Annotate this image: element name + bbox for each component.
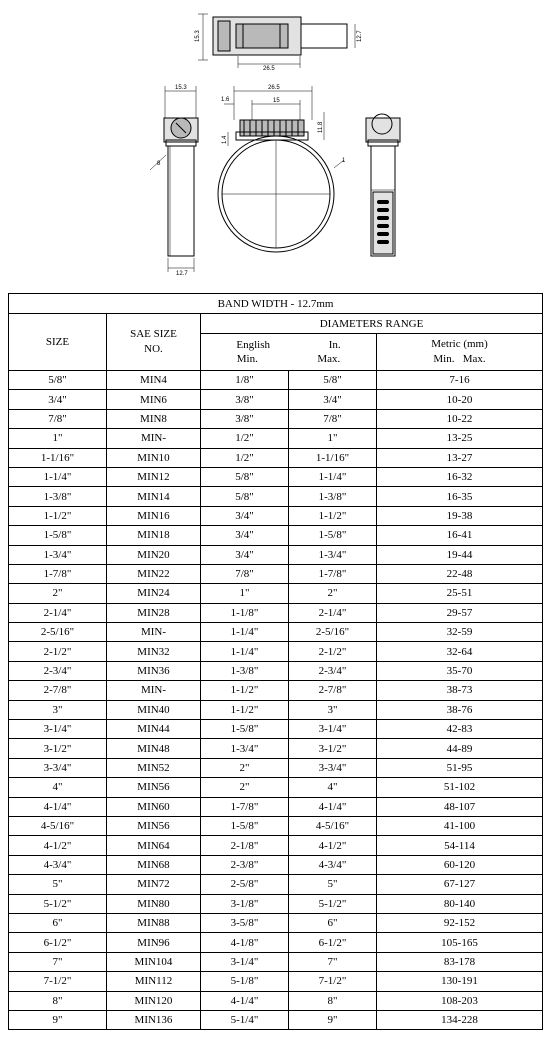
cell-sae: MIN16 <box>107 506 201 525</box>
cell-size: 1-3/4" <box>9 545 107 564</box>
cell-english-min: 2" <box>201 758 289 777</box>
cell-metric: 13-25 <box>377 429 543 448</box>
top-view <box>195 14 363 72</box>
table-row <box>9 603 543 622</box>
cell-english-max: 2-1/4" <box>289 603 377 622</box>
header-metric-minmax <box>377 352 542 367</box>
cell-sae: MIN22 <box>107 564 201 583</box>
cell-metric: 25-51 <box>377 584 543 603</box>
top-height-label: 15.3 <box>195 30 201 42</box>
header-english-label: English <box>236 339 270 351</box>
table-row <box>9 681 543 700</box>
cell-size: 6" <box>9 913 107 932</box>
table-row <box>9 448 543 467</box>
cell-size: 3/4" <box>9 390 107 409</box>
cell-size: 2-1/2" <box>9 642 107 661</box>
table-row <box>9 739 543 758</box>
cell-english-min: 3-1/8" <box>201 894 289 913</box>
table-row <box>9 778 543 797</box>
cell-metric: 44-89 <box>377 739 543 758</box>
table-row <box>9 409 543 428</box>
cell-size: 3-1/4" <box>9 720 107 739</box>
cell-english-max: 6-1/2" <box>289 933 377 952</box>
table-row <box>9 720 543 739</box>
cell-english-max: 1-3/8" <box>289 487 377 506</box>
cell-metric: 32-59 <box>377 623 543 642</box>
cell-metric: 54-114 <box>377 836 543 855</box>
cell-english-max: 3-3/4" <box>289 758 377 777</box>
cell-metric: 60-120 <box>377 855 543 874</box>
cell-sae: MIN32 <box>107 642 201 661</box>
cell-size: 1-5/8" <box>9 526 107 545</box>
front-overall-label: 26.5 <box>268 85 280 91</box>
cell-english-min: 3/4" <box>201 545 289 564</box>
cell-english-max: 4" <box>289 778 377 797</box>
header-row-1 <box>9 314 543 334</box>
header-metric-min: Min. <box>433 353 455 365</box>
table-row <box>9 991 543 1010</box>
cell-metric: 7-16 <box>377 371 543 390</box>
cell-english-min: 1/2" <box>201 448 289 467</box>
cell-english-max: 4-5/16" <box>289 816 377 835</box>
cell-sae: MIN68 <box>107 855 201 874</box>
cell-english-max: 4-3/4" <box>289 855 377 874</box>
technical-drawings <box>0 0 550 290</box>
table-row <box>9 526 543 545</box>
cell-english-max: 1-5/8" <box>289 526 377 545</box>
cell-metric: 108-203 <box>377 991 543 1010</box>
cell-english-max: 1-1/4" <box>289 467 377 486</box>
cell-metric: 80-140 <box>377 894 543 913</box>
cell-metric: 16-41 <box>377 526 543 545</box>
cell-english-max: 1" <box>289 429 377 448</box>
cell-english-max: 8" <box>289 991 377 1010</box>
cell-sae: MIN104 <box>107 952 201 971</box>
cell-english-min: 1/8" <box>201 371 289 390</box>
cell-english-min: 2-1/8" <box>201 836 289 855</box>
cell-size: 3-1/2" <box>9 739 107 758</box>
cell-size: 2" <box>9 584 107 603</box>
cell-size: 3-3/4" <box>9 758 107 777</box>
header-size: SIZE <box>9 314 107 371</box>
table-row <box>9 894 543 913</box>
header-english-bottom <box>201 352 376 366</box>
cell-english-max: 7-1/2" <box>289 972 377 991</box>
cell-metric: 51-102 <box>377 778 543 797</box>
cell-sae: MIN- <box>107 681 201 700</box>
cell-english-max: 1-7/8" <box>289 564 377 583</box>
cell-english-min: 3/4" <box>201 526 289 545</box>
cell-sae: MIN10 <box>107 448 201 467</box>
size-table <box>8 293 543 1030</box>
cell-english-min: 4-1/4" <box>201 991 289 1010</box>
cell-metric: 13-27 <box>377 448 543 467</box>
cell-metric: 83-178 <box>377 952 543 971</box>
cell-english-min: 1-1/2" <box>201 681 289 700</box>
cell-metric: 29-57 <box>377 603 543 622</box>
cell-sae: MIN8 <box>107 409 201 428</box>
cell-metric: 105-165 <box>377 933 543 952</box>
cell-size: 2-5/16" <box>9 623 107 642</box>
table-row <box>9 506 543 525</box>
cell-english-min: 3/8" <box>201 390 289 409</box>
cell-size: 4-1/4" <box>9 797 107 816</box>
header-in-label: In. <box>328 339 341 351</box>
cell-size: 7" <box>9 952 107 971</box>
cell-metric: 38-73 <box>377 681 543 700</box>
cell-sae: MIN48 <box>107 739 201 758</box>
table-row <box>9 836 543 855</box>
cell-size: 1-3/8" <box>9 487 107 506</box>
header-sae-line1: SAE SIZE <box>130 328 177 340</box>
table-row <box>9 972 543 991</box>
cell-english-min: 1-3/8" <box>201 661 289 680</box>
side-band-label: 12.7 <box>176 271 188 277</box>
cell-metric: 67-127 <box>377 875 543 894</box>
cell-english-min: 1-5/8" <box>201 720 289 739</box>
table-row <box>9 913 543 932</box>
cell-metric: 10-20 <box>377 390 543 409</box>
table-row <box>9 429 543 448</box>
cell-size: 4-3/4" <box>9 855 107 874</box>
cell-english-min: 3/4" <box>201 506 289 525</box>
table-row <box>9 390 543 409</box>
cell-english-min: 1-5/8" <box>201 816 289 835</box>
cell-english-max: 7" <box>289 952 377 971</box>
front-small-label: 1.4 <box>222 135 228 144</box>
table-row <box>9 545 543 564</box>
cell-metric: 32-64 <box>377 642 543 661</box>
cell-english-max: 3-1/2" <box>289 739 377 758</box>
cell-size: 4-5/16" <box>9 816 107 835</box>
cell-sae: MIN136 <box>107 1010 201 1029</box>
cell-sae: MIN52 <box>107 758 201 777</box>
header-min-label: Min. <box>236 353 258 365</box>
cell-sae: MIN18 <box>107 526 201 545</box>
front-thickness-label: 1 <box>342 158 346 164</box>
cell-english-min: 5/8" <box>201 467 289 486</box>
cell-sae: MIN60 <box>107 797 201 816</box>
cell-size: 1-1/16" <box>9 448 107 467</box>
cell-english-min: 5-1/4" <box>201 1010 289 1029</box>
table-row <box>9 487 543 506</box>
cell-english-min: 3/8" <box>201 409 289 428</box>
table-row <box>9 642 543 661</box>
cell-sae: MIN12 <box>107 467 201 486</box>
cell-metric: 22-48 <box>377 564 543 583</box>
table-row <box>9 623 543 642</box>
cell-sae: MIN- <box>107 623 201 642</box>
cell-english-min: 1-1/4" <box>201 642 289 661</box>
cell-size: 1-7/8" <box>9 564 107 583</box>
cell-metric: 16-32 <box>377 467 543 486</box>
cell-english-max: 3-1/4" <box>289 720 377 739</box>
cell-size: 2-7/8" <box>9 681 107 700</box>
cell-english-min: 1/2" <box>201 429 289 448</box>
front-screw-label: 15 <box>273 98 280 104</box>
cell-size: 8" <box>9 991 107 1010</box>
header-metric <box>377 334 543 371</box>
table-row <box>9 661 543 680</box>
cell-sae: MIN72 <box>107 875 201 894</box>
cell-size: 1-1/4" <box>9 467 107 486</box>
cell-english-min: 1-1/2" <box>201 700 289 719</box>
cell-sae: MIN56 <box>107 778 201 797</box>
cell-metric: 16-35 <box>377 487 543 506</box>
cell-english-max: 4-1/4" <box>289 797 377 816</box>
cell-sae: MIN6 <box>107 390 201 409</box>
right-side-view <box>366 114 400 256</box>
table-row <box>9 797 543 816</box>
table-row <box>9 952 543 971</box>
cell-sae: MIN80 <box>107 894 201 913</box>
cell-sae: MIN112 <box>107 972 201 991</box>
side-angle-label: 8 <box>157 161 161 167</box>
cell-english-max: 4-1/2" <box>289 836 377 855</box>
table-row <box>9 933 543 952</box>
cell-english-max: 3/4" <box>289 390 377 409</box>
cell-metric: 48-107 <box>377 797 543 816</box>
top-length-label: 26.5 <box>263 66 275 72</box>
header-diameters-range: DIAMETERS RANGE <box>201 314 543 334</box>
table-title: BAND WIDTH - 12.7mm <box>9 294 543 314</box>
cell-sae: MIN40 <box>107 700 201 719</box>
cell-english-max: 2-3/4" <box>289 661 377 680</box>
cell-sae: MIN36 <box>107 661 201 680</box>
cell-english-min: 2-3/8" <box>201 855 289 874</box>
cell-size: 5" <box>9 875 107 894</box>
cell-size: 6-1/2" <box>9 933 107 952</box>
cell-english-max: 2" <box>289 584 377 603</box>
size-table-container <box>8 293 542 1030</box>
table-row <box>9 467 543 486</box>
table-row <box>9 584 543 603</box>
cell-english-max: 5/8" <box>289 371 377 390</box>
cell-sae: MIN- <box>107 429 201 448</box>
header-sae-line2: NO. <box>144 343 163 355</box>
cell-english-min: 5/8" <box>201 487 289 506</box>
cell-size: 9" <box>9 1010 107 1029</box>
cell-english-min: 3-1/4" <box>201 952 289 971</box>
cell-english-max: 1-3/4" <box>289 545 377 564</box>
cell-english-max: 1-1/2" <box>289 506 377 525</box>
cell-sae: MIN20 <box>107 545 201 564</box>
cell-english-min: 2" <box>201 778 289 797</box>
header-english <box>201 334 377 371</box>
cell-size: 1-1/2" <box>9 506 107 525</box>
cell-english-min: 7/8" <box>201 564 289 583</box>
cell-english-max: 3" <box>289 700 377 719</box>
header-metric-label: Metric (mm) <box>431 338 488 350</box>
cell-english-max: 2-1/2" <box>289 642 377 661</box>
cell-english-max: 2-5/16" <box>289 623 377 642</box>
side-view <box>150 85 198 277</box>
cell-size: 2-3/4" <box>9 661 107 680</box>
cell-english-min: 3-5/8" <box>201 913 289 932</box>
side-width-label: 15.3 <box>175 85 187 91</box>
cell-metric: 134-228 <box>377 1010 543 1029</box>
cell-metric: 42-83 <box>377 720 543 739</box>
header-metric-max: Max. <box>462 353 486 365</box>
cell-sae: MIN4 <box>107 371 201 390</box>
cell-sae: MIN56 <box>107 816 201 835</box>
cell-english-max: 7/8" <box>289 409 377 428</box>
cell-english-min: 4-1/8" <box>201 933 289 952</box>
header-english-top <box>201 338 376 352</box>
cell-english-max: 6" <box>289 913 377 932</box>
top-band-label: 12.7 <box>357 30 363 42</box>
front-view <box>218 85 346 252</box>
cell-english-min: 1-3/4" <box>201 739 289 758</box>
cell-sae: MIN96 <box>107 933 201 952</box>
cell-metric: 10-22 <box>377 409 543 428</box>
header-sae <box>107 314 201 371</box>
cell-metric: 41-100 <box>377 816 543 835</box>
header-max-label: Max. <box>317 353 341 365</box>
cell-sae: MIN14 <box>107 487 201 506</box>
cell-metric: 92-152 <box>377 913 543 932</box>
cell-sae: MIN28 <box>107 603 201 622</box>
cell-english-min: 1-1/4" <box>201 623 289 642</box>
cell-english-max: 9" <box>289 1010 377 1029</box>
cell-sae: MIN120 <box>107 991 201 1010</box>
cell-size: 2-1/4" <box>9 603 107 622</box>
table-row <box>9 816 543 835</box>
cell-english-max: 5" <box>289 875 377 894</box>
cell-size: 5/8" <box>9 371 107 390</box>
table-row <box>9 700 543 719</box>
cell-english-min: 2-5/8" <box>201 875 289 894</box>
cell-metric: 38-76 <box>377 700 543 719</box>
cell-english-min: 5-1/8" <box>201 972 289 991</box>
cell-size: 1" <box>9 429 107 448</box>
table-row <box>9 564 543 583</box>
cell-english-min: 1" <box>201 584 289 603</box>
table-row <box>9 855 543 874</box>
cell-size: 3" <box>9 700 107 719</box>
cell-metric: 35-70 <box>377 661 543 680</box>
table-row <box>9 875 543 894</box>
cell-metric: 19-44 <box>377 545 543 564</box>
table-row <box>9 1010 543 1029</box>
cell-size: 4" <box>9 778 107 797</box>
cell-english-min: 1-1/8" <box>201 603 289 622</box>
cell-sae: MIN24 <box>107 584 201 603</box>
cell-sae: MIN88 <box>107 913 201 932</box>
front-left-label: 1.6 <box>221 97 230 103</box>
cell-english-max: 5-1/2" <box>289 894 377 913</box>
table-row <box>9 758 543 777</box>
cell-size: 7-1/2" <box>9 972 107 991</box>
table-row <box>9 371 543 390</box>
cell-size: 7/8" <box>9 409 107 428</box>
cell-english-max: 2-7/8" <box>289 681 377 700</box>
cell-size: 4-1/2" <box>9 836 107 855</box>
hose-clamp-drawing <box>0 0 550 290</box>
cell-english-min: 1-7/8" <box>201 797 289 816</box>
cell-sae: MIN44 <box>107 720 201 739</box>
cell-metric: 19-38 <box>377 506 543 525</box>
cell-metric: 130-191 <box>377 972 543 991</box>
cell-metric: 51-95 <box>377 758 543 777</box>
cell-english-max: 1-1/16" <box>289 448 377 467</box>
front-height-label: 11.8 <box>318 121 324 133</box>
cell-sae: MIN64 <box>107 836 201 855</box>
table-title-row <box>9 294 543 314</box>
cell-size: 5-1/2" <box>9 894 107 913</box>
